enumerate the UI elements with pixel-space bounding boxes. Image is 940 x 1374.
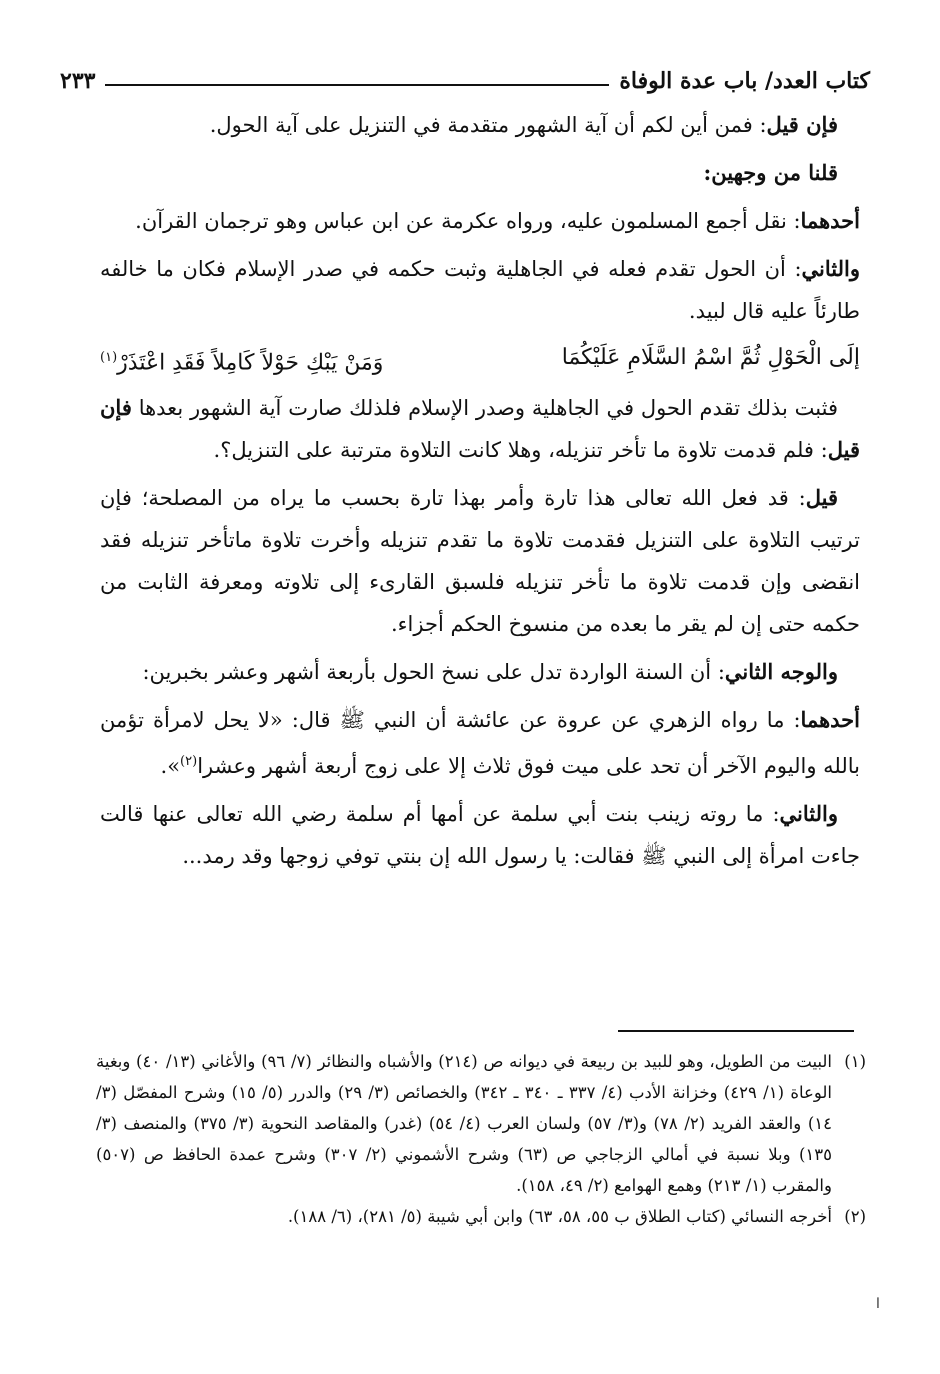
footnote-ref: (٢) bbox=[180, 754, 198, 770]
paragraph-text: : ما رواه الزهري عن عروة عن عائشة أن النبي ﷺ قال: «لا يحل لامرأة تؤمن بالله واليوم الآخر أن تحد على ميت فوق ثلاث إلا على زوج أربعة أشهر وعشرا bbox=[100, 708, 860, 779]
main-text bbox=[100, 104, 860, 883]
footnote bbox=[96, 1201, 866, 1232]
footnote-separator bbox=[618, 1030, 854, 1032]
poetry-verse bbox=[100, 338, 860, 383]
footnote-ref: (١) bbox=[100, 350, 118, 365]
lead-word: فإن قيل bbox=[766, 112, 838, 137]
verse-hemistich-first: إلَى الْحَوْلِ ثُمَّ اسْمُ السَّلَامِ عَلَيْكُمَا bbox=[561, 345, 860, 370]
chapter-title: كتاب العدد/ باب عدة الوفاة bbox=[619, 68, 870, 94]
lead-word: أحدهما bbox=[800, 208, 860, 233]
running-header bbox=[60, 58, 870, 94]
paragraph-text: : أن السنة الواردة تدل على نسخ الحول بأربعة أشهر وعشر بخبرين: bbox=[142, 660, 725, 685]
lead-word: قيل bbox=[805, 485, 838, 511]
verse-hemistich-second bbox=[100, 338, 383, 383]
footnote bbox=[96, 1046, 866, 1201]
footnote-number: (١) bbox=[844, 1052, 866, 1071]
paragraph-hadith-two bbox=[100, 793, 860, 877]
paragraph-answer-intro bbox=[100, 152, 860, 194]
page-number: ٢٣٣ bbox=[60, 68, 96, 94]
paragraph-text: : نقل أجمع المسلمون عليه، ورواه عكرمة عن ابن عباس وهو ترجمان القرآن. bbox=[135, 209, 801, 233]
lead-word: والثاني bbox=[801, 256, 860, 281]
paragraph-text: : قد فعل الله تعالى هذا تارة وأمر بهذا تارة بحسب ما يراه من المصلحة؛ فإن ترتيب التلاوة على التنزيل فقدمت تلاوة ما تقدم تنزيله وأخرت تلاوة ماتأخر تنزيله فقد انقضى وإن قدمت تلاوة ما تأخر تنزيله فلسبق القارىء إلى تلاوته ومعرفة الثابت من حكمه حتى إن لم يقر ما بعده من منسوخ الحكم أجزاء. bbox=[100, 486, 860, 637]
paragraph-text: : فلم قدمت تلاوة ما تأخر تنزيله، وهلا كانت التلاوة مترتبة على التنزيل؟. bbox=[213, 438, 828, 463]
paragraph-first bbox=[100, 200, 860, 242]
paragraph-text: قلنا من وجهين: bbox=[703, 160, 838, 185]
footnotes bbox=[96, 1046, 866, 1232]
lead-word: فإن قيل bbox=[100, 395, 860, 463]
lead-word: والوجه الثاني bbox=[724, 659, 838, 685]
paragraph-text: : فمن أين لكم أن آية الشهور متقدمة في التنزيل على آية الحول. bbox=[209, 113, 767, 137]
paragraph-text: : أن الحول تقدم فعله في الجاهلية وثبت حكمه في صدر الإسلام فكان ما خالفه طارئاً عليه قال لبيد. bbox=[100, 257, 860, 323]
paragraph-text-end: ». bbox=[160, 754, 181, 779]
header-rule bbox=[105, 84, 609, 86]
verse-text: وَمَنْ يَبْكِ حَوْلاً كَامِلاً فَقَدِ اعْتَذَرْ bbox=[117, 350, 384, 376]
footnote-text: أخرجه النسائي (كتاب الطلاق ب ٥٥، ٥٨، ٦٣) وابن أبي شيبة (٥/ ٢٨١)، (٦/ ١٨٨). bbox=[287, 1207, 832, 1226]
footnote-number: (٢) bbox=[844, 1207, 866, 1226]
lead-word: أحدهما bbox=[800, 707, 860, 733]
margin-mark: ا bbox=[876, 1296, 880, 1312]
footnote-text: البيت من الطويل، وهو للبيد بن ربيعة في ديوانه ص (٢١٤) والأشباه والنظائر (٧/ ٩٦) والأغاني (١٣/ ٤٠) وبغية الوعاة (١/ ٤٢٩) وخزانة الأدب (٤/ ٣٣٧ ـ ٣٤٠ ـ ٣٤٢) والخصائص (٣/ ٢٩) والدرر (٥/ ١٥) وشرح المفصّل (٣/ ١٤) والعقد الفريد (٢/ ٧٨) و(٣/ ٥٧) ولسان العرب (٤/ ٥٤) (غدر) والمقاصد النحوية (٣/ ٣٧٥) والمنصف (٣/ ١٣٥) وبلا نسبة في أمالي الزجاجي ص (٦٣) وشرح الأشموني (٢/ ٣٠٧) وشرح عمدة الحافظ ص (٥٠٧) والمقرب (١/ ٢١٣) وهمع الهوامع (٢/ ٤٩، ١٥٨). bbox=[96, 1052, 833, 1195]
paragraph-conclusion bbox=[100, 387, 860, 471]
paragraph-second bbox=[100, 248, 860, 332]
paragraph-text: فثبت بذلك تقدم الحول في الجاهلية وصدر الإسلام فلذلك صارت آية الشهور بعدها bbox=[138, 396, 838, 421]
paragraph-question bbox=[100, 104, 860, 146]
paragraph-text: : ما روته زينب بنت أبي سلمة عن أمها أم سلمة رضي الله تعالى عنها قالت جاءت امرأة إلى النبي ﷺ فقالت: يا رسول الله إن بنتي توفي زوجها وقد رمد... bbox=[100, 802, 860, 869]
paragraph-hadith-one bbox=[100, 699, 860, 787]
lead-word: والثاني bbox=[779, 801, 838, 827]
paragraph-second-aspect bbox=[100, 651, 860, 693]
paragraph-reply bbox=[100, 477, 860, 645]
